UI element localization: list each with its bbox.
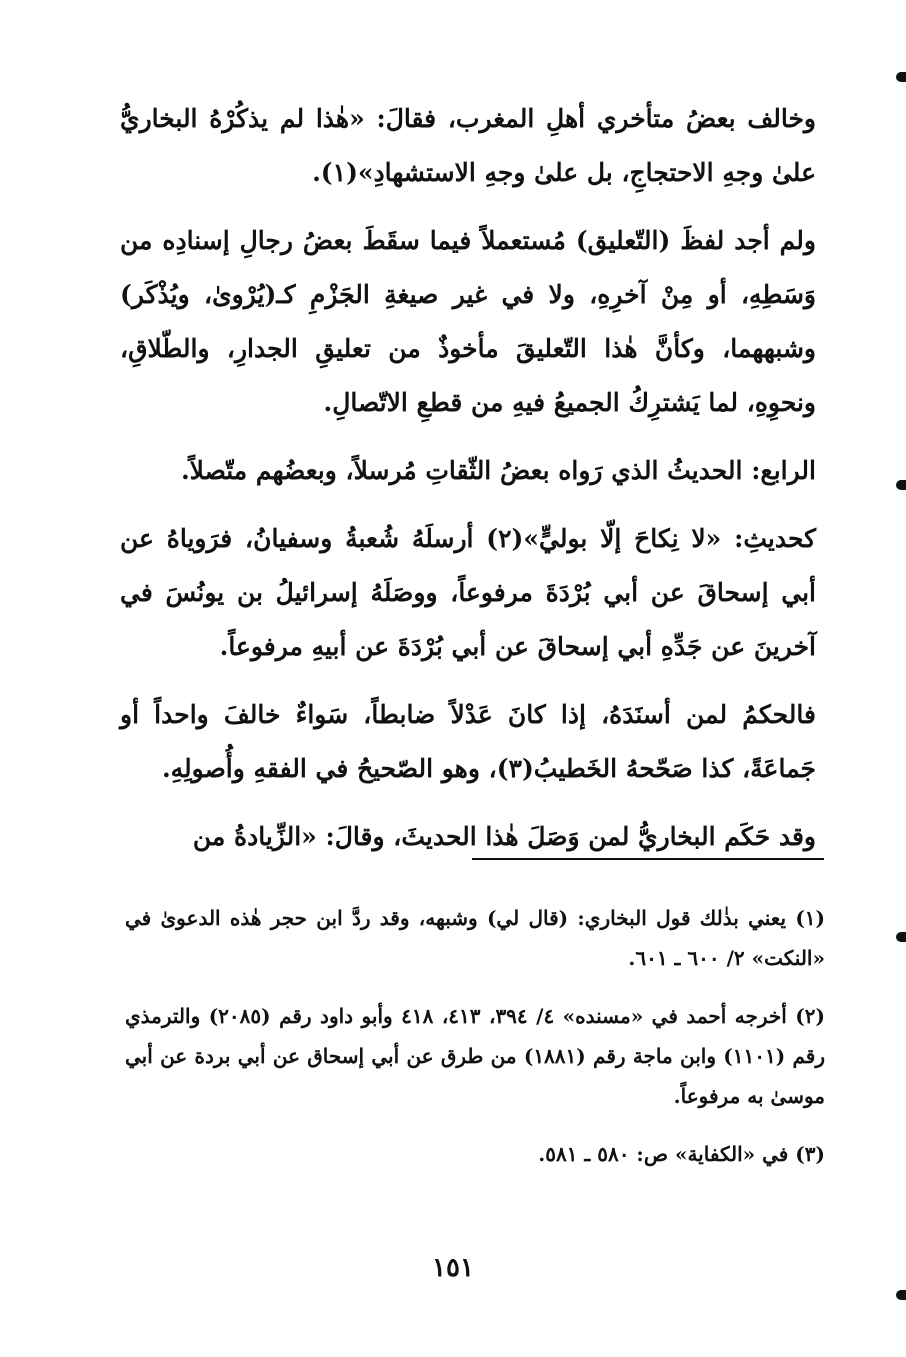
scan-edge-mark [896, 932, 906, 942]
paragraph-5: فالحكمُ لمن أسنَدَهُ، إذا كانَ عَدْلاً ضابطاً، سَواءٌ خالفَ واحداً أو جَماعَةً، كذا صَحّحهُ الخَطيبُ(٣)، وهو الصّحيحُ في الفقهِ وأُصولِهِ. [120, 700, 816, 783]
paragraph-3: الرابع: الحديثُ الذي رَواه بعضُ الثّقاتِ مُرسلاً، وبعضُهم متّصلاً. [180, 456, 816, 485]
scan-edge-mark [896, 480, 906, 490]
footnote-2: (٢) أخرجه أحمد في «مسنده» ٤/ ٣٩٤، ٤١٣، ٤١٨ وأبو داود رقم (٢٠٨٥) والترمذي رقم (١١٠١) وابن ماجة رقم (١٨٨١) من طرق عن أبي إسحاق عن أبي بردة عن أبي موسىٰ به مرفوعاً. [125, 1004, 825, 1108]
footnote-3: (٣) في «الكفاية» ص: ٥٨٠ ـ ٥٨١. [538, 1142, 825, 1166]
footnote-divider [472, 858, 824, 860]
footnotes [125, 898, 825, 1192]
paragraph-2: ولم أجد لفظَ (التّعليق) مُستعملاً فيما سقَطَ بعضُ رجالِ إسنادِه من وَسَطِهِ، أو مِنْ آخرِهِ، ولا في غير صيغةِ الجَزْمِ كـ(يُرْوىٰ، ويُذْكَر) وشبههما، وكأنَّ هٰذا التّعليقَ مأخوذٌ من تعليقِ الجدارِ، والطّلاقِ، ونحوِهِ، لما يَشترِكُ الجميعُ فيهِ من قطعِ الاتّصالِ. [120, 226, 816, 417]
paragraph-1: وخالف بعضُ متأخري أهلِ المغرب، فقالَ: «هٰذا لم يذكُرْهُ البخاريُّ علىٰ وجهِ الاحتجاجِ، بل علىٰ وجهِ الاستشهادِ»(١). [120, 104, 816, 187]
paragraph-6: وقد حَكَم البخاريُّ لمن وَصَلَ هٰذا الحديثَ، وقالَ: «الزِّيادةُ من [192, 822, 816, 851]
main-text [120, 92, 816, 878]
paragraph-4: كحديثِ: «لا نِكاحَ إلّا بوليٍّ»(٢) أرسلَهُ شُعبةُ وسفيانُ، فرَوياهُ عن أبي إسحاقَ عن أبي بُرْدَةَ مرفوعاً، ووصَلَهُ إسرائيلُ بن يونُسَ في آخرينَ عن جَدِّهِ أبي إسحاقَ عن أبي بُرْدَةَ عن أبيهِ مرفوعاً. [120, 524, 816, 661]
footnote-1: (١) يعني بذٰلك قول البخاري: (قال لي) وشبهه، وقد ردَّ ابن حجر هٰذه الدعوىٰ في «النكت» ٢/ ٦٠٠ ـ ٦٠١. [125, 906, 825, 970]
page-number: ١٥١ [432, 1253, 474, 1283]
scan-edge-mark [896, 72, 906, 82]
scan-edge-mark [896, 1290, 906, 1300]
